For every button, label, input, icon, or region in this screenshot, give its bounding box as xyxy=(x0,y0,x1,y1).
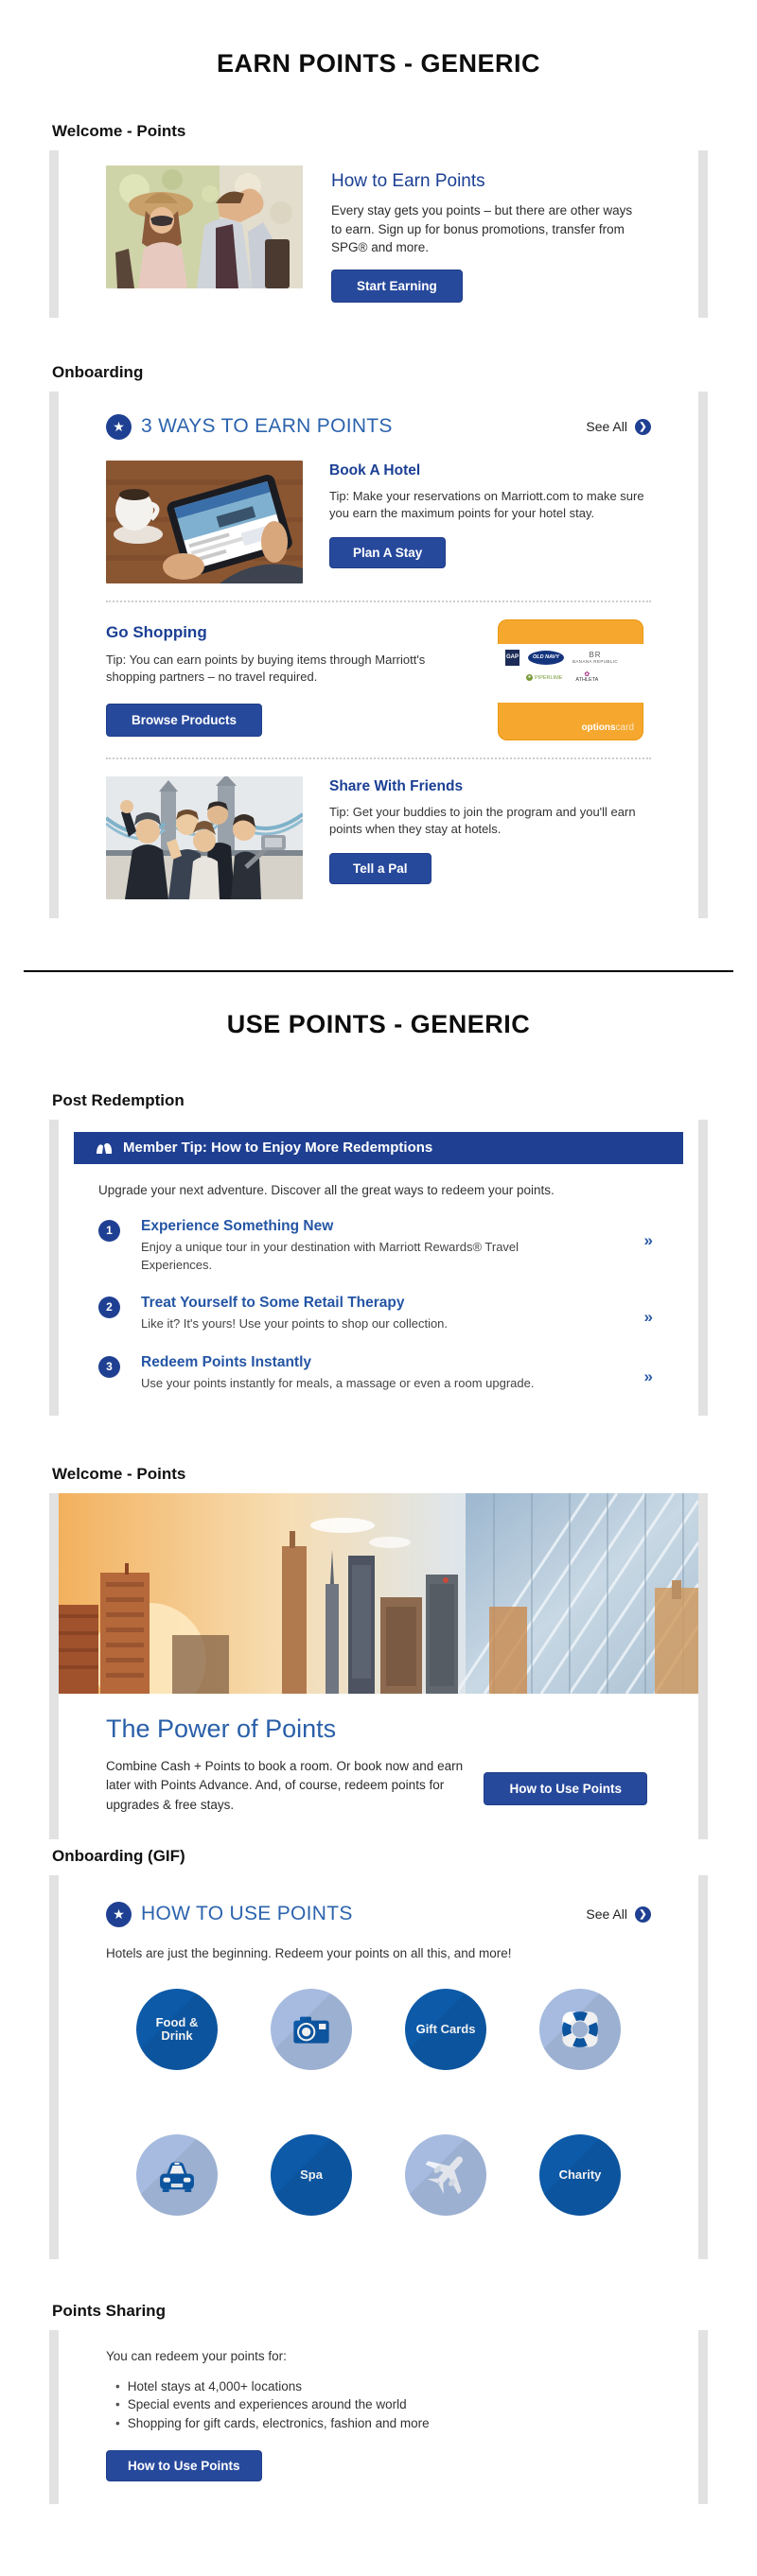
post-redemption-card xyxy=(49,1120,708,1416)
onboarding-gif-label: Onboarding (GIF) xyxy=(52,1846,185,1865)
go-shopping-item xyxy=(106,619,651,740)
double-chevron-icon[interactable]: » xyxy=(643,1367,653,1386)
circle-shade xyxy=(539,2134,621,2216)
use-points-intro: Hotels are just the beginning. Redeem your points on all this, and more! xyxy=(106,1945,512,1960)
power-of-points-body: Combine Cash + Points to book a room. Or book now and earn later with Points Advance. And, of course, redeem points for upgrades & free stays. xyxy=(106,1759,464,1812)
redemption-item-2[interactable] xyxy=(98,1295,659,1333)
camera-circle[interactable] xyxy=(271,1989,352,2070)
redemption-circle-grid xyxy=(106,1989,651,2216)
member-tip-intro: Upgrade your next adventure. Discover all the great ways to redeem your points. xyxy=(98,1182,555,1197)
frame-bar-left xyxy=(49,150,59,318)
redemption-item-heading: Experience Something New xyxy=(141,1217,334,1234)
list-item: • Special events and experiences around the world xyxy=(115,2395,651,2414)
browse-products-button[interactable]: Browse Products xyxy=(106,704,262,737)
circle-shade xyxy=(271,1989,352,2070)
airplane-circle[interactable] xyxy=(405,2134,486,2216)
gap-logo: GAP xyxy=(505,650,519,666)
options-gift-card-image xyxy=(498,619,643,740)
share-with-friends-heading: Share With Friends xyxy=(329,777,464,794)
charity-circle[interactable]: Charity xyxy=(539,2134,621,2216)
tell-a-pal-button[interactable]: Tell a Pal xyxy=(329,853,431,884)
gift-cards-circle[interactable]: Gift Cards xyxy=(405,1989,486,2070)
frame-bar-left xyxy=(49,392,59,918)
banana-republic-logo: BR BANANA REPUBLIC xyxy=(572,651,619,665)
double-chevron-icon[interactable]: » xyxy=(643,1308,653,1327)
sharing-intro: You can redeem your points for: xyxy=(106,2348,287,2363)
redemption-item-heading: Redeem Points Instantly xyxy=(141,1354,312,1371)
earn-points-title: EARN POINTS - GENERIC xyxy=(216,49,541,78)
number-1-badge: 1 xyxy=(98,1220,120,1242)
welcome-points-label: Welcome - Points xyxy=(52,1465,186,1484)
star-icon: ★ xyxy=(106,1902,132,1927)
points-sharing-card xyxy=(49,2330,708,2504)
number-2-badge: 2 xyxy=(98,1297,120,1318)
onboarding-use-card xyxy=(49,1875,708,2259)
frame-bar-right xyxy=(698,2330,708,2504)
frame-bar-right xyxy=(698,1493,708,1839)
double-chevron-icon[interactable]: » xyxy=(643,1230,653,1249)
chevron-right-icon: ❯ xyxy=(635,1906,651,1923)
see-all-link[interactable]: See All ❯ xyxy=(586,1906,651,1923)
athleta-logo: ✿ ATHLETA xyxy=(575,670,599,683)
power-of-points-heading: The Power of Points xyxy=(106,1714,337,1744)
number-3-badge: 3 xyxy=(98,1356,120,1378)
frame-bar-right xyxy=(698,1875,708,2259)
piperlime-logo: ● PIPERLIME xyxy=(527,674,563,681)
book-a-hotel-tip: Tip: Make your reservations on Marriott.com to make sure you earn the maximum points for your hotel stay. xyxy=(329,488,644,521)
plan-a-stay-button[interactable]: Plan A Stay xyxy=(329,537,446,568)
onboarding-earn-card xyxy=(49,392,708,918)
bullet-icon: • xyxy=(115,2397,120,2412)
frame-bar-left xyxy=(49,1120,59,1416)
member-tip-header-bar xyxy=(74,1132,683,1164)
spa-circle[interactable]: Spa xyxy=(271,2134,352,2216)
list-item: • Hotel stays at 4,000+ locations xyxy=(115,2377,651,2396)
see-all-link[interactable]: See All ❯ xyxy=(586,419,651,435)
how-to-use-points-button[interactable]: How to Use Points xyxy=(106,2450,262,2481)
how-to-earn-heading: How to Earn Points xyxy=(331,171,485,191)
redemption-item-desc: Enjoy a unique tour in your destination with Marriott Rewards® Travel Experiences. xyxy=(141,1239,519,1272)
share-with-friends-tip: Tip: Get your buddies to join the program and you'll earn points when they stay at hotels. xyxy=(329,804,636,837)
redemption-item-3[interactable] xyxy=(98,1354,659,1393)
use-points-title: USE POINTS - GENERIC xyxy=(226,1009,531,1038)
book-a-hotel-item xyxy=(106,461,651,583)
section-divider xyxy=(24,970,733,972)
frame-bar-right xyxy=(698,1120,708,1416)
welcome-use-card xyxy=(49,1493,708,1839)
book-a-hotel-heading: Book A Hotel xyxy=(329,461,421,479)
frame-bar-left xyxy=(49,2330,59,2504)
redeem-options-list xyxy=(115,2377,651,2433)
circle-shade xyxy=(271,2134,352,2216)
post-redemption-label: Post Redemption xyxy=(52,1090,185,1109)
how-to-earn-body: Every stay gets you points – but there are other ways to earn. Sign up for bonus promotions, transfer from SPG® and more. xyxy=(331,203,633,255)
dashed-divider xyxy=(106,757,651,759)
share-with-friends-item xyxy=(106,776,651,899)
welcome-points-label: Welcome - Points xyxy=(52,122,186,140)
tablet-booking-photo xyxy=(106,461,303,583)
go-shopping-heading: Go Shopping xyxy=(106,622,207,641)
welcome-earn-card xyxy=(49,150,708,318)
frame-bar-left xyxy=(49,1875,59,2259)
redemption-item-desc: Like it? It's yours! Use your points to shop our collection. xyxy=(141,1316,449,1332)
onboarding-label: Onboarding xyxy=(52,362,144,381)
optionscard-text: optionscard xyxy=(581,722,634,733)
list-item: • Shopping for gift cards, electronics, fashion and more xyxy=(115,2414,651,2433)
dashed-divider xyxy=(106,600,651,602)
frame-bar-right xyxy=(698,150,708,318)
frame-bar-right xyxy=(698,392,708,918)
friends-selfie-photo xyxy=(106,776,303,899)
bullet-icon: • xyxy=(115,2415,120,2430)
life-ring-circle[interactable] xyxy=(539,1989,621,2070)
three-ways-header: 3 WAYS TO EARN POINTS xyxy=(141,415,393,438)
redemption-item-desc: Use your points instantly for meals, a massage or even a room upgrade. xyxy=(141,1376,535,1391)
how-to-use-points-header: HOW TO USE POINTS xyxy=(141,1903,353,1925)
how-to-use-points-button[interactable]: How to Use Points xyxy=(484,1772,647,1805)
marriott-logo-icon xyxy=(95,1140,114,1157)
circle-shade xyxy=(136,2134,218,2216)
bullet-icon: • xyxy=(115,2378,120,2393)
city-skyline-photo xyxy=(59,1493,698,1694)
chevron-right-icon: ❯ xyxy=(635,419,651,435)
couple-shopping-photo xyxy=(106,165,303,288)
food-drink-circle[interactable]: Food & Drink xyxy=(136,1989,218,2070)
start-earning-button[interactable]: Start Earning xyxy=(331,270,463,303)
points-sharing-label: Points Sharing xyxy=(52,2301,166,2320)
frame-bar-left xyxy=(49,1493,59,1839)
go-shopping-tip: Tip: You can earn points by buying items through Marriott's shopping partners – no travel required. xyxy=(106,652,426,685)
star-icon: ★ xyxy=(106,414,132,440)
member-tip-title: Member Tip: How to Enjoy More Redemptions xyxy=(123,1140,433,1157)
old-navy-logo: OLD NAVY xyxy=(528,651,564,665)
redemption-item-heading: Treat Yourself to Some Retail Therapy xyxy=(141,1295,405,1312)
redemption-item-1[interactable] xyxy=(98,1218,659,1275)
car-circle[interactable] xyxy=(136,2134,218,2216)
